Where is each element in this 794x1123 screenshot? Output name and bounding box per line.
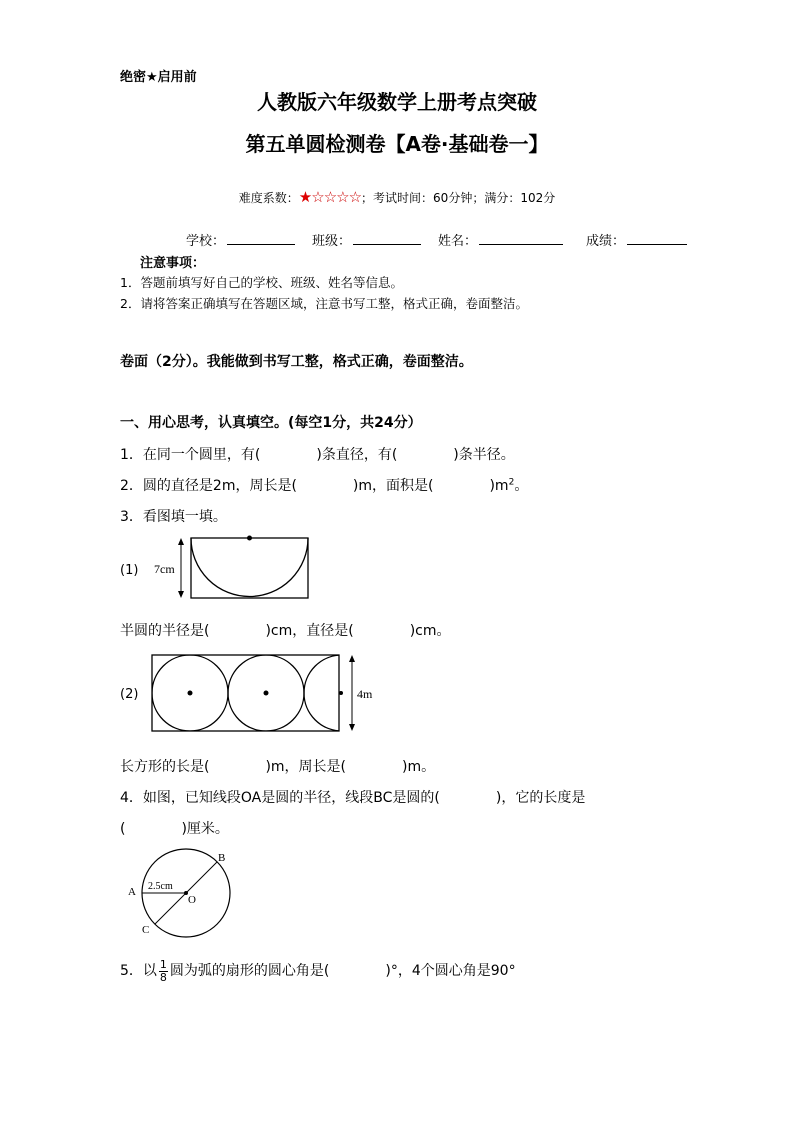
star-filled-icon: ★ bbox=[298, 188, 312, 206]
page-title: 人教版六年级数学上册考点突破 bbox=[257, 90, 537, 114]
confidential-mark: 绝密★启用前 bbox=[120, 70, 197, 85]
difficulty-stars bbox=[299, 188, 361, 206]
question-1: 1．在同一个圆里，有( )条直径，有( )条半径。 bbox=[120, 447, 515, 463]
figure-2-label: (2) bbox=[120, 687, 139, 702]
question-5: 5．以 $\frac{1}{8}$ 圆为弧的扇形的圆心角是( )°，4个圆心角是90° bbox=[120, 957, 516, 984]
class-field[interactable]: 班级： bbox=[312, 230, 421, 249]
star-empty-icon: ☆ bbox=[336, 188, 349, 206]
question-3-2: 长方形的长是( )m，周长是( )m。 bbox=[120, 759, 436, 775]
question-2: 2．圆的直径是2m，周长是( )m，面积是( )$m^2$。 bbox=[120, 477, 529, 494]
point-b-label: B bbox=[218, 852, 226, 864]
star-empty-icon: ☆ bbox=[311, 188, 324, 206]
school-field[interactable]: 学校： bbox=[186, 230, 295, 249]
figure-1-label: (1) bbox=[120, 563, 139, 578]
point-a-label: A bbox=[128, 886, 136, 898]
star-empty-icon: ☆ bbox=[323, 188, 337, 206]
semicircle-figure bbox=[150, 534, 315, 602]
notice-heading: 注意事项： bbox=[140, 256, 206, 271]
circles-rectangle-figure bbox=[150, 652, 380, 734]
name-field[interactable]: 姓名： bbox=[438, 230, 563, 249]
score-field[interactable]: 成绩： bbox=[586, 230, 687, 249]
radius-dimension: 2.5cm bbox=[148, 881, 173, 892]
exam-meta bbox=[0, 188, 794, 206]
notice-item: 1．答题前填写好自己的学校、班级、姓名等信息。 bbox=[120, 275, 403, 290]
figure-1-dimension: 7cm bbox=[154, 562, 175, 576]
difficulty-label: 难度系数： bbox=[238, 191, 299, 205]
question-3: 3．看图填一填。 bbox=[120, 509, 227, 525]
neatness-note: 卷面（2分）。我能做到书写工整，格式正确，卷面整洁。 bbox=[120, 354, 473, 370]
question-3-1: 半圆的半径是( )cm，直径是( )cm。 bbox=[120, 623, 451, 639]
page-subtitle: 第五单圆检测卷【A卷·基础卷一】 bbox=[245, 132, 549, 156]
section-heading: 一、用心思考，认真填空。(每空1分，共24分） bbox=[120, 415, 422, 431]
question-4-line-1: 4．如图，已知线段OA是圆的半径，线段BC是圆的( )，它的长度是 bbox=[120, 790, 586, 806]
star-empty-icon: ☆ bbox=[348, 188, 362, 206]
figure-2-dimension: 4m bbox=[357, 687, 373, 701]
circle-diameter-figure bbox=[120, 846, 250, 938]
point-c-label: C bbox=[142, 924, 150, 936]
point-o-label: O bbox=[188, 894, 196, 906]
notice-item: 2．请将答案正确填写在答题区域，注意书写工整，格式正确，卷面整洁。 bbox=[120, 296, 528, 311]
fraction: $\frac{1}{8}$ bbox=[159, 957, 167, 984]
question-4-line-2: ( )厘米。 bbox=[120, 821, 229, 837]
exam-meta-rest: ；考试时间：60分钟；满分：102分 bbox=[361, 191, 556, 205]
